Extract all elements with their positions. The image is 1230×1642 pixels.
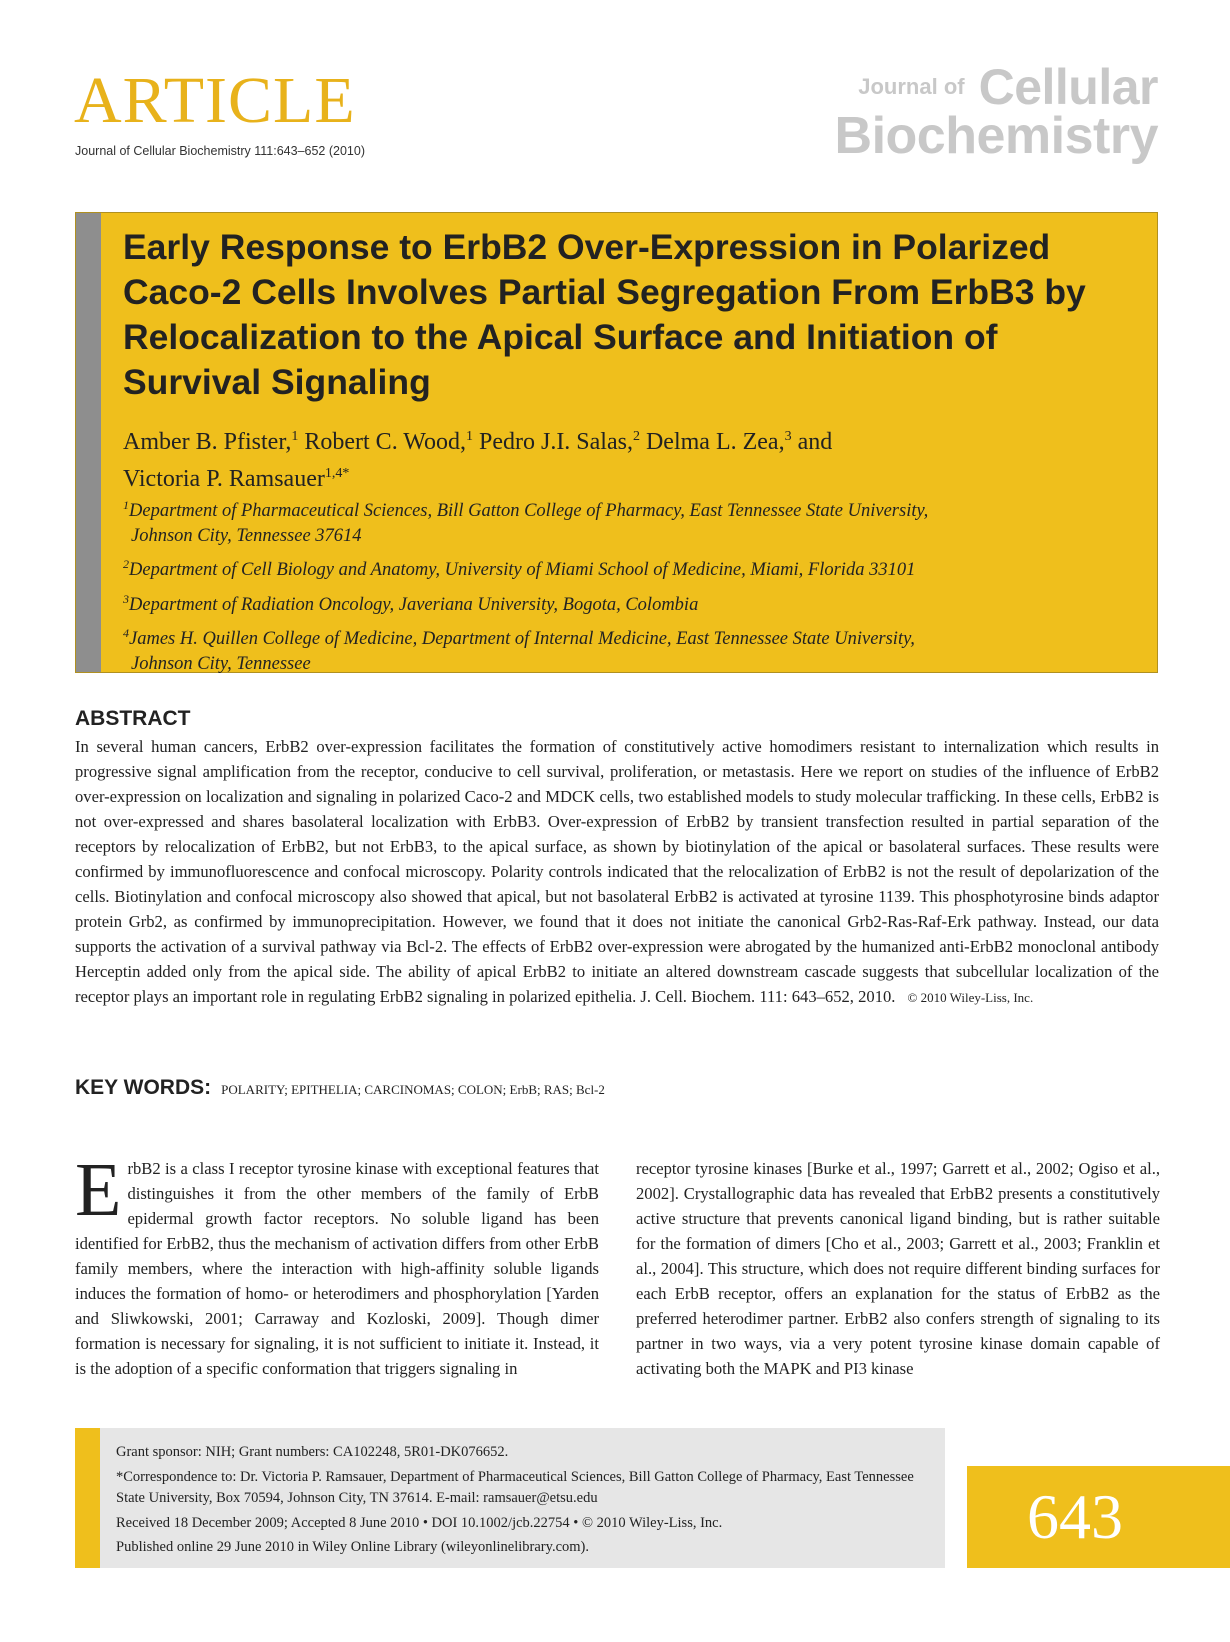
affiliation-marker: 1 xyxy=(123,498,129,512)
keywords xyxy=(75,1076,1159,1100)
author-affiliation-marker: 1 xyxy=(291,429,299,444)
article-label: ARTICLE xyxy=(74,64,356,137)
affiliation-item xyxy=(123,621,1123,676)
affiliation-marker: 4 xyxy=(123,626,129,641)
keywords-label: KEY WORDS: xyxy=(75,1076,212,1099)
abstract-copyright: © 2010 Wiley-Liss, Inc. xyxy=(907,990,1034,1005)
drop-cap: E xyxy=(75,1148,122,1232)
paper-title: Early Response to ErbB2 Over-Expression in Polarized Caco-2 Cells Involves Partial Segregation From ErbB3 by Relocalization to the Apical Surface and Initiation of Survival Signaling xyxy=(123,227,1086,402)
footer-stripe xyxy=(75,1428,100,1568)
footer-notes xyxy=(116,1442,922,1562)
affiliation-list xyxy=(123,493,1123,681)
author-name: Amber B. Pfister, xyxy=(123,429,292,455)
body-column-right: receptor tyrosine kinases [Burke et al., 1997; Garrett et al., 2002; Ogiso et al., 2002]. Crystallographic data has revealed that ErbB2 presents a constitutively active structure that prevents canonical ligand binding, but is rather suitable for the formation of dimers [Cho et al., 2003; Garrett et al., 2003; Franklin et al., 2004]. This structure, which does not require different binding surfaces for each ErbB receptor, offers an explanation for the status of ErbB2 as the preferred heterodimer partner. ErbB2 also confers strength of signaling to its partner in two ways, via a very potent tyrosine kinase domain capable of activating both the MAPK and PI3 kinase xyxy=(636,1159,1160,1378)
grant-sponsor: Grant sponsor: NIH; Grant numbers: CA102248, 5R01-DK076652. xyxy=(116,1444,509,1460)
author-affiliation-marker: 3 xyxy=(784,429,792,444)
page-number: 643 xyxy=(1027,1481,1123,1552)
affiliation-item xyxy=(123,493,1123,548)
title-box xyxy=(75,212,1158,673)
journal-logo-biochemistry: Biochemistry xyxy=(834,107,1158,165)
affiliation-item xyxy=(123,552,1123,583)
author-name: Victoria P. Ramsauer xyxy=(123,466,325,492)
journal-logo-cellular: Cellular xyxy=(978,59,1158,115)
published-online: Published online 29 June 2010 in Wiley Online Library (wileyonlinelibrary.com). xyxy=(116,1539,589,1555)
journal-logo xyxy=(834,59,1158,165)
journal-citation: Journal of Cellular Biochemistry 111:643–652 (2010) xyxy=(75,144,365,158)
body-text: rbB2 is a class I receptor tyrosine kinase with exceptional features that distinguishes it from the other members of the family of ErbB epidermal growth factor receptors. No soluble ligand has been identified for ErbB2, thus the mechanism of activation differs from other ErbB family members, where the interaction with high-affinity soluble ligands induces the formation of homo- or heterodimers and phosphorylation [Yarden and Sliwkowski, 2001; Carraway and Kozloski, 2009]. Though dimer formation is necessary for signaling, it is not sufficient to initiate it. Instead, it is the adoption of a specific conformation that triggers signaling in xyxy=(75,1159,599,1378)
affiliation-text: James H. Quillen College of Medicine, Department of Internal Medicine, East Tennessee State University, xyxy=(129,629,915,650)
title-box-stripe xyxy=(76,213,101,672)
affiliation-text: Department of Cell Biology and Anatomy, University of Miami School of Medicine, Miami, Florida 33101 xyxy=(129,560,916,581)
author-affiliation-marker: 1 xyxy=(465,429,473,444)
journal-logo-of: Journal of xyxy=(858,74,965,99)
author-name: Pedro J.I. Salas, xyxy=(478,429,633,455)
body-column-left xyxy=(75,1148,599,1381)
affiliation-text: Department of Radiation Oncology, Javeriana University, Bogota, Colombia xyxy=(129,594,699,615)
author-affiliation-marker: 2 xyxy=(632,429,640,444)
received-dates: Received 18 December 2009; Accepted 8 June 2010 • DOI 10.1002/jcb.22754 • © 2010 Wiley-Liss, Inc. xyxy=(116,1514,723,1531)
author-list xyxy=(123,421,1103,495)
affiliation-marker: 3 xyxy=(123,591,129,606)
footer-notes-box xyxy=(75,1428,945,1568)
abstract-body xyxy=(75,734,1159,1010)
author-name: Delma L. Zea, xyxy=(645,429,785,455)
affiliation-item xyxy=(123,587,1123,618)
affiliation-text: Department of Pharmaceutical Sciences, Bill Gatton College of Pharmacy, East Tennessee State University, xyxy=(129,501,929,522)
affiliation-marker: 2 xyxy=(123,557,129,572)
affiliation-text-continued: Johnson City, Tennessee xyxy=(131,654,311,675)
abstract-heading: ABSTRACT xyxy=(75,707,191,730)
page-number-box xyxy=(967,1466,1230,1568)
author-name: Robert C. Wood, xyxy=(304,429,466,455)
affiliation-text-continued: Johnson City, Tennessee 37614 xyxy=(131,525,362,546)
author-conjunction: and xyxy=(797,429,833,455)
keywords-list: POLARITY; EPITHELIA; CARCINOMAS; COLON; ErbB; RAS; Bcl-2 xyxy=(221,1082,605,1097)
abstract-text: In several human cancers, ErbB2 over-expression facilitates the formation of constitutively active homodimers resistant to internalization which results in progressive signal amplification from the receptor, conducive to cell survival, proliferation, or metastasis. Here we report on studies of the influence of ErbB2 over-expression on localization and signaling in polarized Caco-2 and MDCK cells, two established models to study molecular trafficking. In these cells, ErbB2 is not over-expressed and shares basolateral localization with ErbB3. Over-expression of ErbB2 by transient transfection resulted in partial separation of the receptors by relocalization of ErbB2, but not ErbB3, to the apical surface, as shown by biotinylation of the apical or basolateral surfaces. These results were confirmed by immunofluorescence and confocal microscopy. Polarity controls indicated that the relocalization of ErbB2 is not the result of depolarization of the cells. Biotinylation and confocal microscopy also showed that apical, but not basolateral ErbB2 is activated at tyrosine 1139. This phosphotyrosine binds adaptor protein Grb2, as confirmed by immunoprecipitation. However, we found that it does not initiate the canonical Grb2-Ras-Raf-Erk pathway. Instead, our data supports the activation of a survival pathway via Bcl-2. The effects of ErbB2 over-expression were abrogated by the humanized anti-ErbB2 monoclonal antibody Herceptin added only from the apical side. The ability of apical ErbB2 to initiate an altered downstream cascade suggests that subcellular localization of the receptor plays an important role in regulating ErbB2 signaling in polarized epithelia. J. Cell. Biochem. 111: 643–652, 2010. xyxy=(75,737,1159,1006)
author-affiliation-marker: 1,4* xyxy=(324,466,350,481)
correspondence: *Correspondence to: Dr. Victoria P. Ramsauer, Department of Pharmaceutical Sciences, Bill Gatton College of Pharmacy, East Tennessee State University, Box 70594, Johnson City, TN 37614. E-mail: ramsauer@etsu.edu xyxy=(116,1468,914,1506)
